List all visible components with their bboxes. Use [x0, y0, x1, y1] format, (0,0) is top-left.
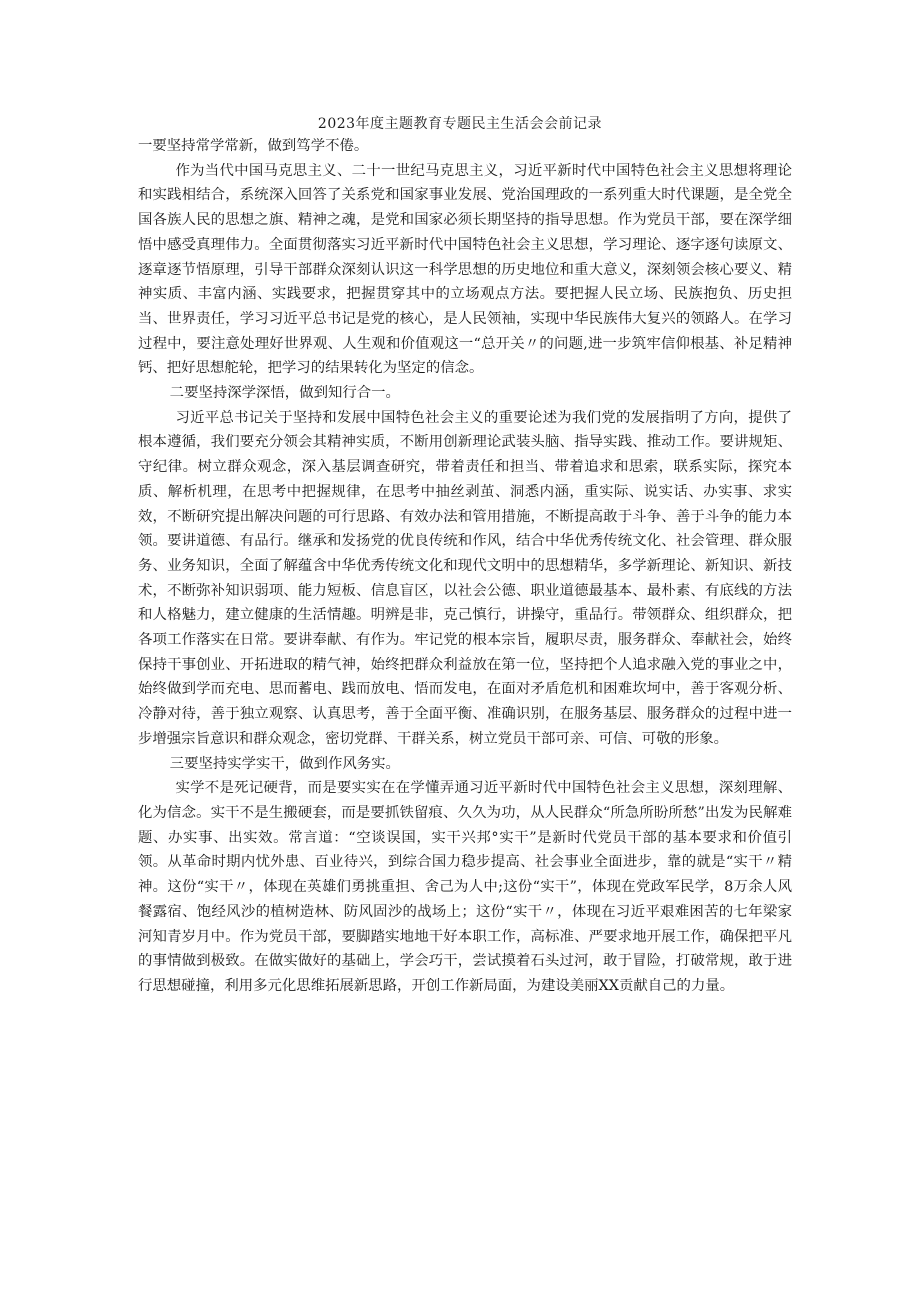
section-heading-2: 二要坚持深学深悟，做到知行合一。	[169, 385, 400, 402]
section-heading-1: 一要坚持常学常新，做到笃学不倦。	[138, 138, 369, 154]
document-body	[138, 134, 792, 999]
section-heading-3: 三要坚持实学实干，做到作风务实。	[169, 755, 400, 772]
document-title: 2023年度主题教育专题民主生活会会前记录	[317, 116, 603, 132]
paragraph-1: 作为当代中国马克思主义、二十一世纪马克思主义，习近平新时代中国特色社会主义思想将理论和实践相结合，系统深入回答了关系党和国家事业发展、党治国理政的一系列重大时代课题，是全党全国各族人民的思想之旗、精神之魂，是党和国家必须长期坚持的指导思想。作为党员干部，要在深学细悟中感受真理伟力。全面贯彻落实习近平新时代中国特色社会主义思想，学习理论、逐字逐句读原文、逐章逐节悟原理，引导干部群众深刻认识这一科学思想的历史地位和重大意义，深刻领会核心要义、精神实质、丰富内涵、实践要求，把握贯穿其中的立场观点方法。要把握人民立场、民族抱负、历史担当、世界责任，学习习近平总书记是党的核心，是人民领袖，实现中华民族伟大复兴的领路人。在学习过程中，要注意处理好世界观、人生观和价值观这一“总开关〃的问题,进一步筑牢信仰根基、补足精神钙、把好思想舵轮，把学习的结果转化为坚定的信念。	[138, 162, 792, 377]
paragraph-3: 实学不是死记硬背，而是要实实在在学懂弄通习近平新时代中国特色社会主义思想，深刻理解、化为信念。实干不是生搬硬套，而是要抓铁留痕、久久为功，从人民群众“所急所盼所愁”出发为民解难题、办实事、出实效。常言道：“空谈误国，实干兴邦°实干”是新时代党员干部的基本要求和价值引领。从革命时期内忧外患、百业待兴，到综合国力稳步提高、社会事业全面进步，靠的就是“实干〃精神。这份“实干〃，体现在英雄们勇挑重担、舍己为人中;这份“实干”，体现在党政军民学，8万余人风餐露宿、饱经风沙的植树造林、防风固沙的战场上；这份“实干〃，体现在习近平艰难困苦的七年梁家河知青岁月中。作为党员干部，要脚踏实地地干好本职工作，高标准、严要求地开展工作，确保把平凡的事情做到极致。在做实做好的基础上，学会巧干，尝试摸着石头过河，敢于冒险，打破常规，敢于进行思想碰撞，利用多元化思维拓展新思路，开创工作新局面，为建设美丽XX贡献自己的力量。	[138, 780, 792, 994]
paragraph-2: 习近平总书记关于坚持和发展中国特色社会主义的重要论述为我们党的发展指明了方向，提供了根本遵循，我们要充分领会其精神实质，不断用创新理论武装头脑、指导实践、推动工作。要讲规矩、守纪律。树立群众观念，深入基层调查研究，带着责任和担当、带着追求和思索，联系实际，探究本质、解析机理，在思考中把握规律，在思考中抽丝剥茧、洞悉内涵，重实际、说实话、办实事、求实效，不断研究提出解决问题的可行思路、有效办法和管用措施，不断提高敢于斗争、善于斗争的能力本领。要讲道德、有品行。继承和发扬党的优良传统和作风，结合中华优秀传统文化、社会管理、群众服务、业务知识，全面了解蕴含中华优秀传统文化和现代文明中的思想精华，多学新理论、新知识、新技术，不断弥补知识弱项、能力短板、信息盲区，以社会公德、职业道德最基本、最朴素、有底线的方法和人格魅力，建立健康的生活情趣。明辨是非，克己慎行，讲操守，重品行。带领群众、组织群众，把各项工作落实在日常。要讲奉献、有作为。牢记党的根本宗旨，履职尽责，服务群众、奉献社会，始终保持干事创业、开拓进取的精气神，始终把群众利益放在第一位，坚持把个人追求融入党的事业之中，始终做到学而充电、思而蓄电、践而放电、悟而发电，在面对矛盾危机和困难坎坷中，善于客观分析、冷静对待，善于独立观察、认真思考，善于全面平衡、准确识别，在服务基层、服务群众的过程中进一步增强宗旨意识和群众观念，密切党群、干群关系，树立党员干部可亲、可信、可敬的形象。	[138, 409, 792, 747]
